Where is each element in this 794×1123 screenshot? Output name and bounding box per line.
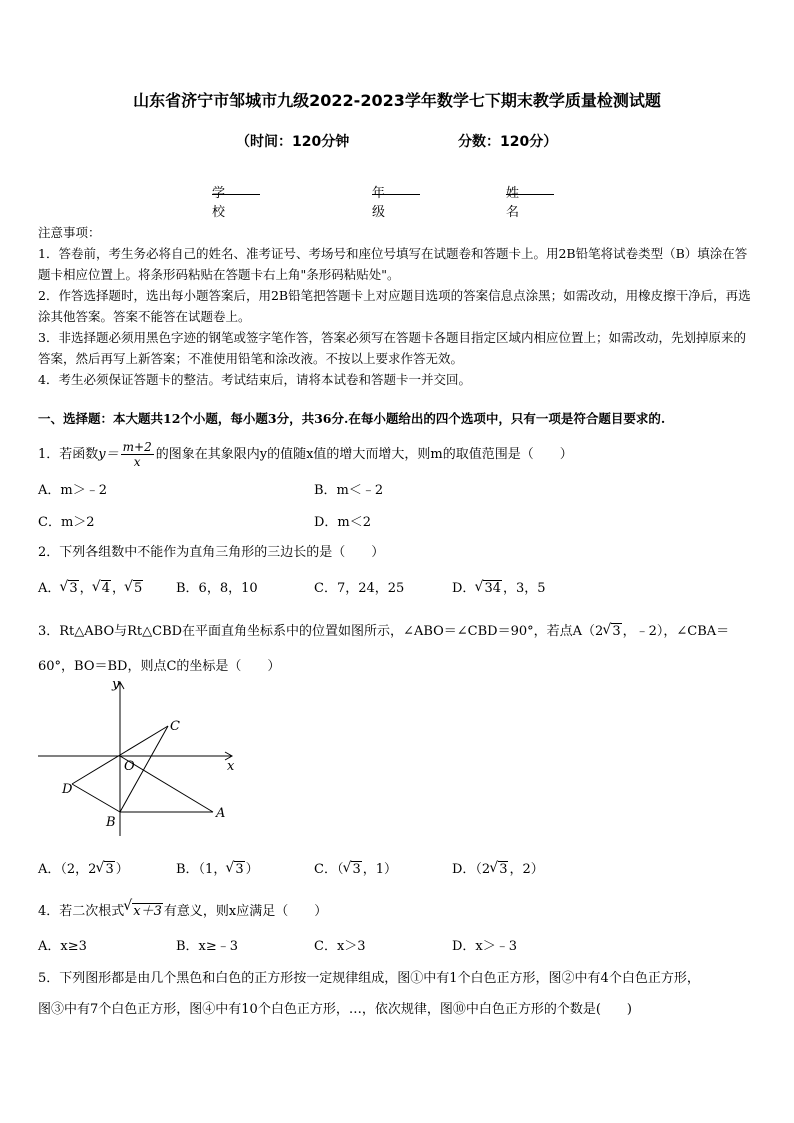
section-heading: 一、选择题：本大题共12个小题，每小题3分，共36分.在每小题给出的四个选项中，只有一项是符合题目要求的. (38, 411, 666, 426)
question-3-stem-line2: 60°，BO＝BD，则点C的坐标是（ ） (38, 659, 281, 674)
sqrt: √ 3 (97, 862, 114, 877)
question-4-stem: 4．若二次根式√ x＋3 有意义，则x应满足（ ） (38, 900, 327, 919)
q2-option-a: A．√ 3 ，√ 4 ，√ 5 (38, 577, 144, 596)
q4-option-d: D．x＞﹣3 (452, 939, 518, 954)
fraction: $\frac{m+2}{x}$ (122, 440, 152, 469)
q4-option-c: C．x＞3 (314, 939, 366, 954)
label-y: y (112, 677, 120, 692)
sqrt: √ x＋3 (125, 900, 163, 919)
notice-item: 3．非选择题必须用黑色字迹的钢笔或签字笔作答，答案必须写在答题卡各题目指定区域内相应位置上；如需改动，先划掉原来的答案，然后再写上新答案；不准使用铅笔和涂改液。不按以上要求作答无效。 (38, 330, 746, 366)
question-3-stem-line1: 3．Rt△ABO与Rt△CBD在平面直角坐标系中的位置如图所示，∠ABO＝∠CBD＝90°，若点A（2√ 3 ，﹣2），∠CBA＝ (38, 620, 729, 639)
grade-blank (372, 182, 420, 195)
q3-option-a: A．（2，2√ 3 ） (38, 858, 129, 877)
label-c: C (170, 719, 180, 734)
notice-item: 2．作答选择题时，选出每小题答案后，用2B铅笔把答题卡上对应题目选项的答案信息点涂黑；如需改动，用橡皮擦干净后，再选涂其他答案。答案不能答在试题卷上。 (38, 288, 751, 324)
label-b: B (106, 815, 116, 830)
sqrt: √ 3 (227, 862, 244, 877)
q2-option-b: B．6，8，10 (176, 581, 258, 596)
sqrt: √ 34 (476, 581, 502, 596)
sqrt: √ 3 (61, 581, 78, 596)
q3-option-b: B．（1，√ 3 ） (176, 858, 259, 877)
label-o: O (124, 759, 135, 774)
sqrt: √ 3 (344, 862, 361, 877)
q2-option-d: D．√ 34 ，3，5 (452, 577, 546, 596)
q1-option-d: D．m＜2 (314, 515, 372, 530)
notice-item: 1．答卷前，考生务必将自己的姓名、准考证号、考场号和座位号填写在试题卷和答题卡上。用2B铅笔将试卷类型（B）填涂在答题卡相应位置上。将条形码粘贴在答题卡右上角"条形码粘贴处"。 (38, 246, 748, 282)
label-d: D (62, 782, 73, 797)
q3-option-d: D．（2√ 3 ，2） (452, 858, 544, 877)
question-5-stem-line2: 图③中有7个白色正方形，图④中有10个白色正方形，…，依次规律，图⑩中白色正方形的个数是( ) (38, 1002, 632, 1017)
time-label: （时间：120分钟 (236, 134, 350, 150)
q4-option-b: B．x≥﹣3 (176, 939, 239, 954)
sqrt: √ 4 (94, 581, 111, 596)
q3-option-c: C．（√ 3 ，1） (314, 858, 397, 877)
exam-title: 山东省济宁市邹城市九级2022-2023学年数学七下期末教学质量检测试题 (133, 91, 661, 110)
label-a: A (216, 806, 226, 821)
sqrt: √ 3 (491, 862, 508, 877)
question-5-stem-line1: 5．下列图形都是由几个黑色和白色的正方形按一定规律组成，图①中有1个白色正方形，图②中有4个白色正方形， (38, 971, 700, 986)
notice-heading: 注意事项： (38, 225, 101, 240)
exam-page: 山东省济宁市邹城市九级2022-2023学年数学七下期末教学质量检测试题 （时间：120分钟 分数：120分） 学校 年级 姓名 注意事项： 1．答卷前，考生务必将自己的姓名、准考证号、考场号和座位号填写在试题卷和答题卡上。用2B铅笔将试卷类型（B）填涂在答题卡相应位置上。将条形码粘贴在答题卡右上角"条形码粘贴处"。 2．作答选择题时，选出每小题答案后，用2B铅笔把答题卡上对应题目选项的答案信息点涂黑；如需改动，用橡皮擦干净后，再选涂其他答案。答案不能答在试题卷上。 3．非选择题必须用黑色字迹的钢笔或签字笔作答，答案必须写在答题卡各题目指定区域内相应位置上；如需改动，先划掉原来的答案，然后再写上新答案；不准使用铅笔和涂改液。不按以上要求作答无效。 4．考生必须保证答题卡的整洁。考试结束后，请将本试卷和答题卡一并交回。 一、选择题：本大题共12个小题，每小题3分，共36分.在每小题给出的四个选项中，只有一项是符合题目要求的. 1．若函数y＝ $\frac{m+2}{x}$ 的图象在其象限内y的值随x值的增大而增大，则m的取值范围是（ ） A．m＞﹣2 B．m＜﹣2 C．m＞2 D．m＜2 2．下列各组数中不能作为直角三角形的三边长的是（ ） A．√ 3 ，√ 4 ，√ 5 B．6，8，10 C．7，24，25 D．√ 34 ，3，5 3．Rt△ABO与Rt△CBD在平面直角坐标系中的位置如图所示，∠ABO＝∠CBD＝90°，若点A（2√ 3 ，﹣2），∠CBA＝ 60°，BO＝BD，则点C的坐标是（ ） y x O C D B A A．（2，2√ 3 ） B．（1，√ 3 ） C．（√ 3 ，1） D．（2√ 3 ，2） 4．若二次根式√ x＋3 有意义，则x应满足（ ） A．x≥3 B．x≥﹣3 C．x＞3 D．x＞﹣3 5．下列图形都是由几个黑色和白色的正方形按一定规律组成，图①中有1个白色正方形，图②中有4个白色正方形， 图③中有7个白色正方形，图④中有10个白色正方形，…，依次规律，图⑩中白色正方形的个数是( ) (0, 0, 794, 1123)
name-blank (506, 182, 554, 195)
notice-item: 4．考生必须保证答题卡的整洁。考试结束后，请将本试卷和答题卡一并交回。 (38, 372, 471, 387)
sqrt: √ 5 (126, 581, 143, 596)
question-2-stem: 2．下列各组数中不能作为直角三角形的三边长的是（ ） (38, 545, 385, 560)
sqrt: √ 3 (604, 624, 621, 639)
coordinate-figure (36, 676, 246, 836)
score-label: 分数：120分） (458, 134, 558, 150)
q2-option-c: C．7，24，25 (314, 581, 405, 596)
school-blank (212, 182, 260, 195)
q4-option-a: A．x≥3 (38, 939, 87, 954)
segment-db (72, 784, 120, 812)
label-x: x (227, 759, 235, 774)
q1-option-c: C．m＞2 (38, 515, 95, 530)
q1-option-a: A．m＞﹣2 (38, 483, 107, 498)
q1-option-b: B．m＜﹣2 (314, 483, 384, 498)
question-1-stem: 1．若函数y＝ $\frac{m+2}{x}$ 的图象在其象限内y的值随x值的增大而增大，则m的取值范围是（ ） (38, 440, 573, 469)
